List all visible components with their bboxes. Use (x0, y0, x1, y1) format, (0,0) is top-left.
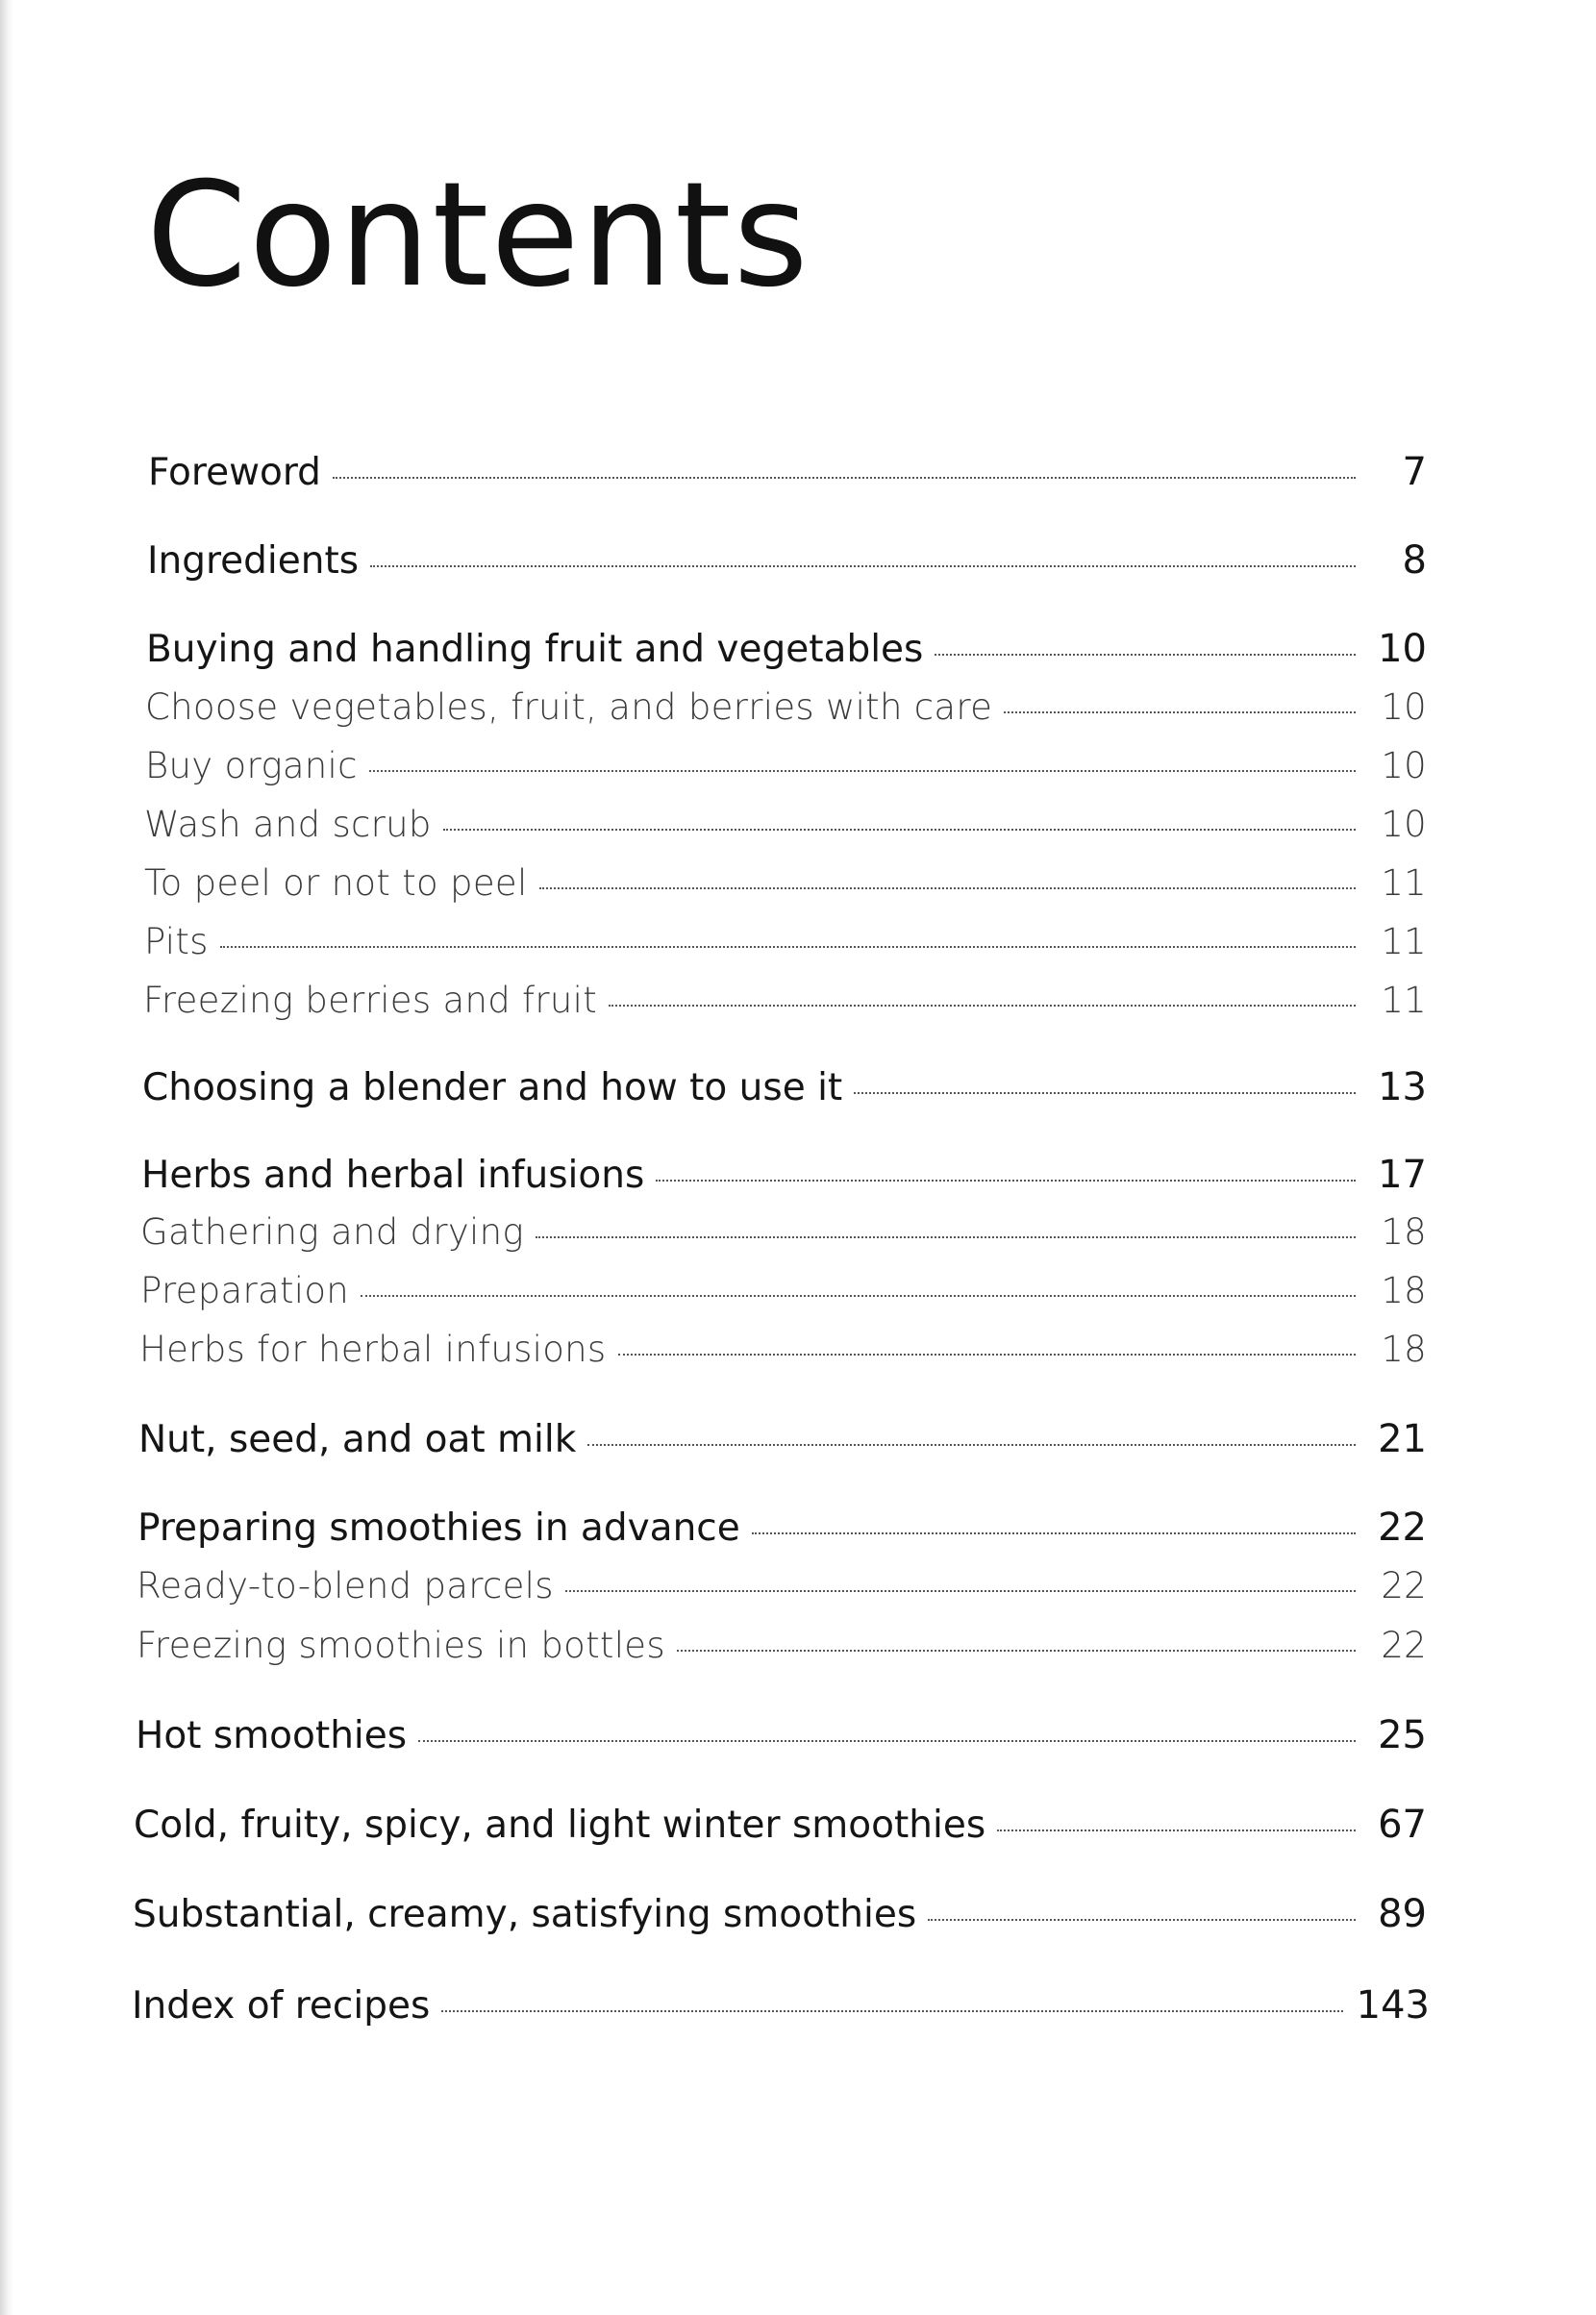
toc-entry[interactable] (141, 1153, 1427, 1197)
dot-leader (1004, 711, 1356, 713)
toc-entry-label: Nut, seed, and oat milk (138, 1418, 577, 1461)
toc-entry[interactable] (147, 538, 1427, 583)
toc-entry-page: 22 (1378, 1506, 1427, 1550)
page-title: Contents (146, 152, 810, 319)
toc-entry-label: Substantial, creamy, satisfying smoothies (133, 1893, 917, 1936)
toc-entry-label: Index of recipes (132, 1984, 431, 2028)
toc-entry[interactable] (133, 1892, 1427, 1936)
toc-entry-page: 11 (1381, 980, 1427, 1021)
dot-leader (369, 770, 1356, 772)
toc-entry-page: 18 (1381, 1329, 1427, 1370)
toc-entry-label: Ready-to-blend parcels (137, 1565, 554, 1606)
toc-entry-page: 10 (1381, 745, 1427, 786)
toc-entry-page: 10 (1381, 686, 1427, 728)
dot-leader (539, 887, 1356, 889)
toc-subentry[interactable] (145, 745, 1427, 786)
toc-entry[interactable] (146, 627, 1427, 671)
toc-entry[interactable] (132, 1983, 1430, 2028)
dot-leader (441, 2010, 1342, 2012)
toc-entry-page: 17 (1378, 1153, 1427, 1197)
dot-leader (752, 1532, 1356, 1534)
toc-entry-label: Buy organic (145, 745, 358, 786)
toc-subentry[interactable] (144, 804, 1427, 845)
toc-entry-page: 22 (1381, 1565, 1427, 1606)
dot-leader (854, 1092, 1356, 1094)
toc-entry-label: Hot smoothies (136, 1714, 408, 1757)
dot-leader (587, 1444, 1356, 1446)
toc-entry-page: 21 (1378, 1417, 1427, 1461)
toc-entry[interactable] (137, 1506, 1427, 1550)
toc-entry[interactable] (134, 1803, 1427, 1847)
toc-entry-page: 11 (1381, 921, 1427, 962)
toc-entry[interactable] (138, 1417, 1427, 1461)
toc-entry-page: 11 (1381, 862, 1427, 904)
toc-entry-label: Choose vegetables, fruit, and berries with care (145, 686, 993, 728)
toc-entry-label: Buying and handling fruit and vegetables (146, 628, 924, 671)
dot-leader (656, 1180, 1356, 1182)
dot-leader (928, 1919, 1356, 1921)
dot-leader (220, 946, 1356, 948)
dot-leader (333, 477, 1356, 479)
toc-subentry[interactable] (140, 1211, 1427, 1253)
dot-leader (418, 1740, 1356, 1742)
toc-entry[interactable] (142, 1065, 1427, 1109)
dot-leader (677, 1650, 1356, 1652)
toc-entry-label: Foreword (148, 451, 321, 494)
toc-entry-label: Cold, fruity, spicy, and light winter smoothies (134, 1804, 986, 1847)
toc-entry-label: Freezing smoothies in bottles (137, 1625, 665, 1666)
dot-leader (370, 565, 1356, 567)
toc-subentry[interactable] (143, 980, 1427, 1021)
toc-entry[interactable] (148, 450, 1427, 494)
toc-entry-page: 10 (1378, 627, 1427, 671)
toc-subentry[interactable] (144, 862, 1427, 904)
toc-entry-label: Freezing berries and fruit (143, 980, 598, 1021)
toc-subentry[interactable] (137, 1625, 1427, 1666)
dot-leader (609, 1005, 1356, 1007)
dot-leader (536, 1236, 1356, 1238)
dot-leader (361, 1295, 1356, 1297)
toc-entry-page: 89 (1378, 1892, 1427, 1936)
toc-entry-page: 8 (1402, 538, 1427, 583)
dot-leader (618, 1354, 1356, 1356)
toc-entry-label: To peel or not to peel (144, 862, 528, 904)
toc-subentry[interactable] (144, 921, 1427, 962)
toc-entry-label: Herbs for herbal infusions (139, 1329, 607, 1370)
toc-entry-label: Gathering and drying (140, 1211, 524, 1253)
toc-entry-page: 7 (1402, 450, 1427, 494)
dot-leader (443, 829, 1356, 831)
toc-entry-label: Ingredients (147, 539, 360, 583)
toc-entry-page: 67 (1378, 1803, 1427, 1847)
toc-entry-page: 25 (1378, 1713, 1427, 1757)
dot-leader (997, 1830, 1356, 1831)
toc-entry-label: Herbs and herbal infusions (141, 1154, 645, 1197)
toc-subentry[interactable] (137, 1565, 1427, 1606)
dot-leader (935, 654, 1356, 656)
toc-entry-page: 10 (1381, 804, 1427, 845)
toc-entry-page: 22 (1381, 1625, 1427, 1666)
dot-leader (565, 1590, 1356, 1592)
toc-entry-page: 18 (1381, 1270, 1427, 1311)
toc-subentry[interactable] (140, 1270, 1427, 1311)
toc-entry-page: 143 (1356, 1983, 1430, 2028)
toc-entry[interactable] (136, 1713, 1427, 1757)
toc-entry-label: Pits (144, 921, 209, 962)
toc-subentry[interactable] (139, 1329, 1427, 1370)
toc-entry-label: Preparing smoothies in advance (137, 1506, 740, 1550)
toc-entry-page: 13 (1378, 1065, 1427, 1109)
toc-entry-label: Choosing a blender and how to use it (142, 1066, 843, 1109)
toc-subentry[interactable] (145, 686, 1427, 728)
toc-entry-page: 18 (1381, 1211, 1427, 1253)
toc-entry-label: Wash and scrub (144, 804, 432, 845)
toc-entry-label: Preparation (140, 1270, 350, 1311)
